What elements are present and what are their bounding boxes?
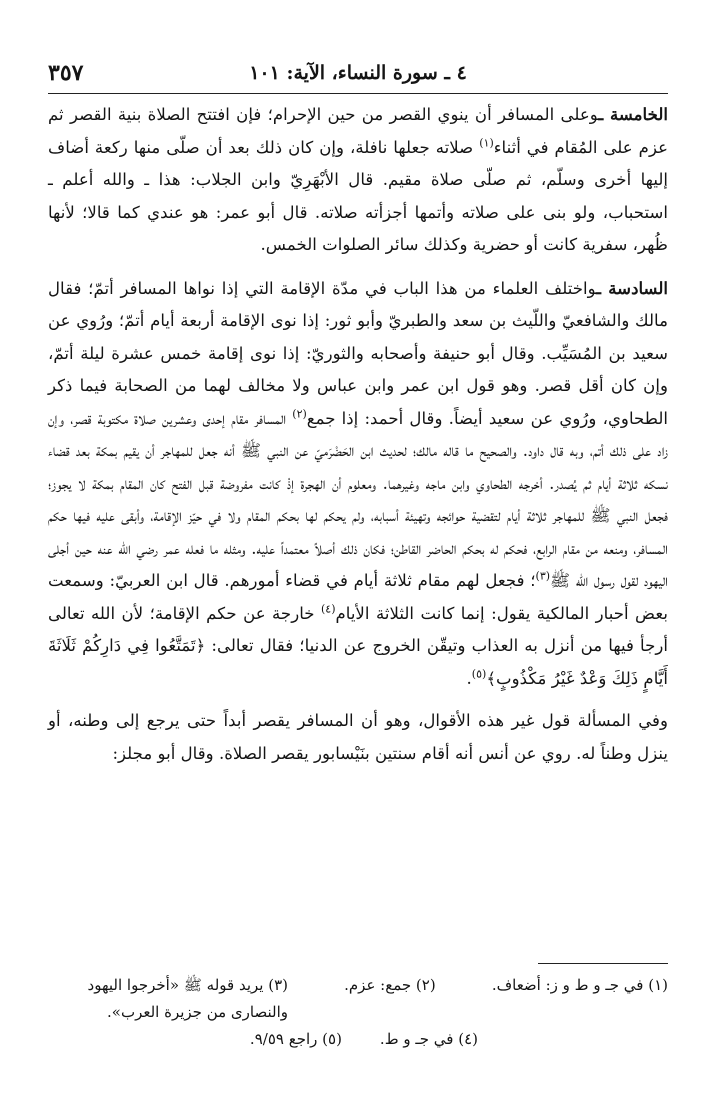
paragraph-lead: السادسة ـ xyxy=(596,277,668,298)
footnote-5: (٥) راجع ٩/٥٩. xyxy=(249,1030,342,1048)
paragraph-other-opinion: وفي المسألة قول غير هذه الأقوال، وهو أن المسافر يقصر أبداً حتى يرجع إلى وطنه، أو ينزل وطناً له. روي عن أنس أنه أقام سنتين بنَيْسابور يقصر الصلاة. وقال أبو مجلز: xyxy=(48,711,668,763)
footnote-1: (١) في جـ و ط و ز: أضعاف. xyxy=(491,976,668,994)
running-head: ٤ ـ سورة النساء، الآية: ١٠١ xyxy=(249,62,467,84)
paragraph-sixth: السادسة ـواختلف العلماء من هذا الباب في مدّة الإقامة التي إذا نواها المسافر أتمّ؛ فقال مالك والشافعيّ واللّيث بن سعد والطبريّ وأبو ثور: إذا نوى الإقامة أربعة أيام أتمّ؛ ورُوي عن سعيد بن المُسَيِّب. وقال أبو حنيفة وأصحابه والثوريّ: إذا نوى إقامة خمس عشرة ليلة أتمّ، وإن كان أقل قصر. وهو قول ابن عمر وابن عباس ولا مخالف لهما من الصحابة فيما ذكر الطحاوي، ورُوي عن سعيد أيضاً. وقال أحمد: إذا جمع$^{(٢)}$ المسافر مقام إحدى وعشرين صلاة مكتوبة قصر، وإن زاد على ذلك أتم، وبه قال داود. والصحيح ما قاله مالك؛ لحديث ابن الحَضْرَميّ عن النبي ﷺ أنه جعل للمهاجر أن يقيم بمكة بعد قضاء نسكه ثلاثة أيام ثم يُصدر. أخرجه الطحاوي وابن ماجه وغيرهما. ومعلوم أن الهجرة إذْ كانت مفروضة قبل الفتح كان المقام بمكة لا يجوز؛ فجعل النبي ﷺ للمهاجر ثلاثة أيام لتقضية حوائجه وتهيئة أسبابه، ولم يحكم لها بحكم المقام ولا في حيّز الإقامة، وأبقى عليه فيها حكم المسافر، ومنعه من مقام الرابع، فحكم له بحكم الحاضر القاطن؛ فكان ذلك أصلاً معتمداً عليه. ومثله ما فعله عمر رضي الله عنه حين أجلى اليهود لقول رسول الله ﷺ$^{(٣)}$؛ فجعل لهم مقام ثلاثة أيام في قضاء أمورهم. قال ابن العربيّ: وسمعت بعض أحبار المالكية يقول: إنما كانت الثلاثة الأيام$^{(٤)}$ خارجة عن حكم الإقامة؛ لأن الله تعالى أرجأ فيها من أنزل به العذاب وتيقّن الخروج عن الدنيا؛ فقال تعالى: ﴿تَمَتَّعُوا فِي دَارِكُمْ ثَلَاثَةَ أَيَّامٍ ذَلِكَ وَعْدٌ غَيْرُ مَكْذُوبٍ﴾$^{(٥)}$. xyxy=(48,277,668,688)
footnote-2: (٢) جمع: عزم. xyxy=(344,976,436,994)
footnote-ref: (٤) xyxy=(320,601,336,615)
footnote-ref: (٥) xyxy=(471,666,487,680)
footnote-row xyxy=(48,972,668,1026)
footnote-ref: (١) xyxy=(479,135,494,149)
footnote-ref: (٣) xyxy=(535,569,551,583)
body-text xyxy=(48,98,668,770)
paragraph-lead: الخامسة ـ xyxy=(598,104,668,124)
footnote-4: (٤) في جـ و ط. xyxy=(379,1030,478,1048)
page-header xyxy=(48,58,668,90)
paragraph-fifth: الخامسة ـوعلى المسافر أن ينوي القصر من حين الإحرام؛ فإن افتتح الصلاة بنية القصر ثم عزم على المُقام في أثناء$^{(١)}$ صلاته جعلها نافلة، وإن كان ذلك بعد أن صلّى منها ركعة أضاف إليها أخرى وسلّم، ثم صلّى صلاة مقيم. قال الأبْهَرِيّ وابن الجلاب: هذا ـ والله أعلم ـ استحباب، ولو بنى على صلاته وأتمها أجزأته صلاته. قال أبو عمر: هو عندي كما قالا؛ لأنها ظُهر، سفرية كانت أو حضرية وكذلك سائر الصلوات الخمس. xyxy=(48,104,668,254)
page-number: ٣٥٧ xyxy=(48,60,84,86)
footnote-ref: (٢) xyxy=(292,406,307,420)
book-page xyxy=(48,58,668,1058)
footnote-rule xyxy=(538,963,668,964)
header-rule xyxy=(48,93,668,94)
footnote-row xyxy=(48,1026,668,1053)
footnotes xyxy=(48,972,668,1053)
footnote-3: (٣) يريد قوله ﷺ «أخرجوا اليهود والنصارى من جزيرة العرب». xyxy=(87,976,289,1021)
